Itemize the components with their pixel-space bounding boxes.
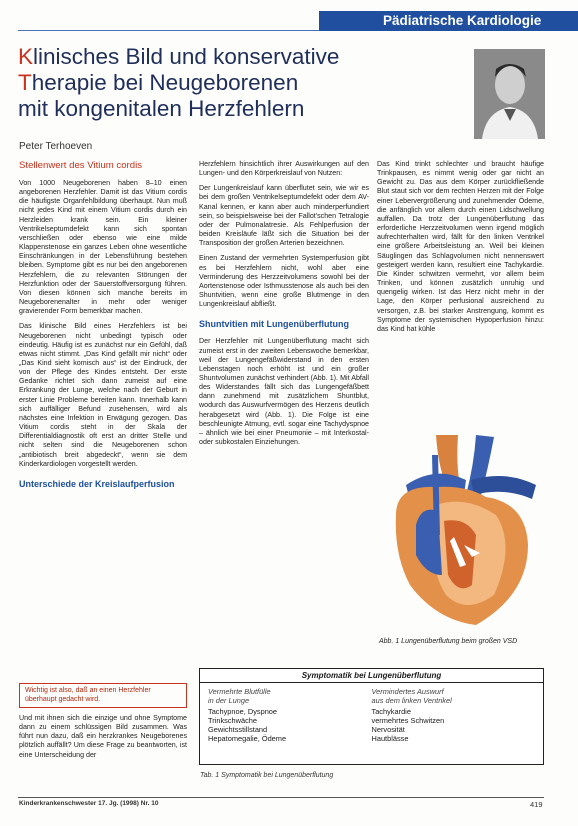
column-1-closing: [19, 714, 187, 766]
note-box: Wichtig ist also, daß an einen Herzfehler überhaupt gedacht wird.: [19, 683, 187, 708]
table-cell: Trinkschwäche: [208, 716, 258, 726]
table-cell: Gewichtsstillstand: [208, 725, 268, 735]
table-cell: vermehrtes Schwitzen: [371, 716, 445, 726]
paragraph: Der Lungenkreislauf kann überflutet sein, wie wir es bei dem großen Ventrikelseptumdefekt oder dem AV-Kanal kennen, er kann aber auch minderperfundiert sein, so beispielsweise bei der Fallot'schen Tetralogie oder der Pulmonalatresie. Als Fehlperfusion der beiden Kreisläufe läßt sich die Situation bei der Transposition der großen Arterien bezeichnen.: [199, 184, 369, 248]
table-cell: Hautblässe: [371, 734, 409, 744]
table-column-left: [208, 687, 372, 744]
table-right-header: Vermindertes Auswurf aus dem linken Ventrikel: [371, 687, 452, 706]
column-2: [199, 160, 369, 453]
paragraph: Der Herzfehler mit Lungenüberflutung macht sich zumeist erst in der zweiten Lebenswoche bemerkbar, weil der Lungengefäßwiderstand in den ersten Lebenstagen noch erhöht ist und ein großer Shuntvolumen zunächst verhindert (Abb. 1). Mit Abfall des Widerstandes fällt sich das Lungengefäßbett dann zunehmend mit zusätzlichem Shuntblut, wodurch das Auswurfvermögen des Herzens deutlich herabgesetzt wird (Abb. 1). Die Folge ist eine beschleunigte Atmung, evtl. sogar eine Tachydyspnoe – ähnlich wie bei einer Pneumonie – mit Interkostal- oder subkostalen Einziehungen.: [199, 337, 369, 447]
title-line-1: Klinisches Bild und konservative: [18, 44, 340, 69]
heading-stellenwert: Stellenwert des Vitium cordis: [19, 160, 142, 171]
table-title: Symptomatik bei Lungenüberflutung: [200, 669, 543, 683]
title-line-3: mit kongenitalen Herzfehlern: [18, 96, 305, 121]
author-photo: [474, 49, 545, 139]
heading-shuntvitien: Shuntvitien mit Lungenüberflutung: [199, 319, 349, 330]
journal-citation: Kinderkrankenschwester 17. Jg. (1998) Nr. 10: [19, 800, 159, 807]
header-rule: [18, 30, 319, 31]
page-number: 419: [530, 800, 543, 809]
heading-kreislaufperfusion: Unterschiede der Kreislaufperfusion: [19, 478, 175, 489]
paragraph: Und mit ihnen sich die einzige und ohne Symptome dann zu einem schlüssigen Bild zusammen. Was führt nun dazu, daß ein herzkrankes Neugeborenes plötzlich auffällt? Um diese Frage zu beantworten, ist eine Unterscheidung der: [19, 714, 187, 759]
table-left-header: Vermehrte Blutfülle in der Lunge: [208, 687, 271, 706]
table-caption: Tab. 1 Symptomatik bei Lungenüberflutung: [200, 772, 334, 779]
symptom-table: [199, 668, 544, 765]
column-1: [19, 160, 187, 497]
paragraph: Von 1000 Neugeborenen haben 8–10 einen angeborenen Herzfehler. Damit ist das Vitium cordis die häufigste Organfehlbildung überhaupt. Nun muß nicht jedes Kind mit einem Vitium cordis durch ein Herzleiden krank sein. Ein kleiner Ventrikelseptumdefekt kann sich spontan verschließen oder ebenso wie eine milde Klappenstenose ein ganzes Leben ohne wesentliche Einschränkungen in der Lebensführung bestehen bleiben. Symptome gibt es nur bei den angeborenen Herzfehlern, die zu relevanten Störungen der Herzfunktion oder der Sauerstoffversorgung führen. Von diesen können sich manche bereits im Neugeborenenalter in mehr oder weniger gravierender Form bemerkbar machen.: [19, 179, 187, 316]
paragraph: Einen Zustand der vermehrten Systemperfusion gibt es bei Herzfehlern nicht, wohl aber eine Verminderung des Herzzeitvolumens sowohl bei der Aortenstenose oder Isthmusstenose als auch bei den Shuntvitien, wenn eine große Blutmenge in den Lungenkreislauf abfließt.: [199, 254, 369, 309]
table-cell: Tachypnoe, Dyspnoe: [208, 707, 278, 717]
paragraph: Herzfehlern hinsichtlich ihrer Auswirkungen auf den Lungen- und den Körperkreislauf von Nutzen:: [199, 160, 369, 178]
table-cell: Nervosität: [371, 725, 405, 735]
column-3: [377, 160, 544, 340]
footer-rule: [18, 797, 544, 798]
table-column-right: [372, 687, 536, 744]
article-title: [18, 44, 338, 122]
table-cell: Tachykardie: [371, 707, 411, 717]
paragraph: Das Kind trinkt schlechter und braucht häufige Trinkpausen, es nimmt wenig oder gar nicht an Gewicht zu. Das aus dem Körper zurückfließende Blut staut sich vor dem rechten Herzen mit der Folge einer Lebervergrößerung und zunehmender Ödeme, die anfänglich vor allem durch einen Lidschwellung auffallen. Da trotz der Lungenüberflutung das erforderliche Herzzeitvolumen wenn irgend möglich aufrechterhalten wird, fällt für den linken Ventrikel eine größere Arbeitsleistung an. Weil bei kleinen Säuglingen das Schlagvolumen nicht nennenswert gesteigert werden kann, resultiert eine Tachykardie. Die Kinder schwitzen vermehrt, vor allem beim Trinken, und können zusätzlich unruhig und quengelig wirken. Ist das Herz nicht mehr in der Lage, den Körper perfusional ausreichend zu versorgen, z.B. bei starker Anstrengung, kommt es Symptome der systemischen Hypoperfusion hinzu: das Kind hat kühle: [377, 160, 544, 333]
figure-caption: Abb. 1 Lungenüberflutung beim großen VSD: [379, 638, 518, 645]
table-cell: Hepatomegalie, Ödeme: [208, 734, 287, 744]
section-label: Pädiatrische Kardiologie: [319, 11, 578, 31]
paragraph: Das klinische Bild eines Herzfehlers ist bei Neugeborenen nicht unbedingt typisch oder eindeutig. Häufig ist es zunächst nur ein Gefühl, daß etwas nicht stimmt. „Das Kind gefällt mir nicht“ oder „Das Kind sieht komisch aus“ ist der Eindruck, der von der Pflege des Kindes entsteht. Der erste Gedanke richtet sich dann zumeist auf eine Erkrankung der Lunge, welche nach der Geburt in erster Linie Probleme bereiten kann. Innerhalb kann sich auffälliger Befund zusehensen, wird als nächstes eine Infektion in Erwägung gezogen. Das Vitium cordis steht in der Skala der Differentialdiagnostik oft erst an dritter Stelle und nicht selten sind die Neugeborenen schon „antibiotisch breit abgedeckt“, wenn sie dem Kinderkardiologen vorgestellt werden.: [19, 322, 187, 468]
author-name: Peter Terhoeven: [19, 141, 93, 152]
title-line-2: Therapie bei Neugeborenen: [18, 70, 299, 95]
heart-illustration: [376, 425, 546, 635]
